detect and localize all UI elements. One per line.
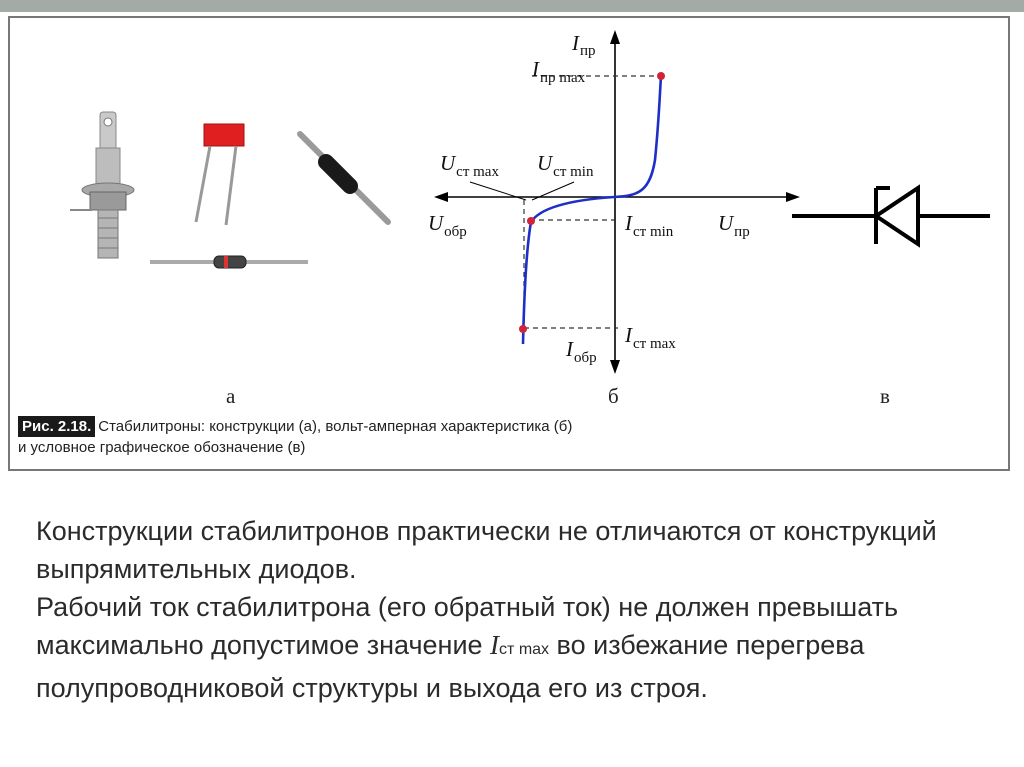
body-text bbox=[36, 512, 996, 707]
zener-symbol bbox=[792, 188, 990, 244]
panel-label-v: в bbox=[880, 384, 890, 408]
iv-curve bbox=[523, 76, 661, 344]
label-u-pr: $U_{пр}$ bbox=[718, 211, 750, 240]
label-u-st-max: $U_{ст max}$ bbox=[440, 151, 499, 180]
stud-diode-photo bbox=[70, 112, 134, 258]
figure-caption bbox=[18, 416, 718, 458]
label-i-st-min: $I_{ст min}$ bbox=[625, 211, 674, 240]
axial-diode-photo-horizontal bbox=[150, 256, 308, 268]
red-box-diode-photo bbox=[196, 124, 244, 225]
horizontal-axis-arrow-left bbox=[434, 192, 448, 202]
var-i-sub: ст max bbox=[499, 641, 550, 658]
horizontal-axis-arrow bbox=[786, 192, 800, 202]
var-i: I bbox=[490, 630, 500, 660]
point-ist-max bbox=[519, 325, 527, 333]
iv-chart bbox=[428, 30, 800, 374]
label-i-pr: $I_{пр}$ bbox=[572, 31, 596, 59]
panel-label-a: а bbox=[226, 384, 236, 408]
caption-line2: и условное графическое обозначение (в) bbox=[18, 439, 306, 456]
vertical-axis-arrow-down bbox=[610, 360, 620, 374]
panel-label-b: б bbox=[608, 384, 619, 408]
label-i-pr-max: $I_{пр max}$ bbox=[532, 57, 586, 86]
label-u-st-min: $U_{ст min}$ bbox=[537, 151, 594, 180]
label-i-st-max: $I_{ст max}$ bbox=[625, 323, 676, 352]
point-ist-min bbox=[527, 217, 535, 225]
axial-diode-photo-angled bbox=[300, 134, 388, 222]
point-ipr-max bbox=[657, 72, 665, 80]
label-u-obr: $U_{обр}$ bbox=[428, 211, 467, 240]
caption-line1: Стабилитроны: конструкции (а), вольт-амперная характеристика (б) bbox=[98, 418, 573, 435]
vertical-axis-arrow bbox=[610, 30, 620, 44]
paragraph-2: Рабочий ток стабилитрона (его обратный ток) не должен превышать максимально допустимое значение Iст max во избежание перегрева полупроводниковой структуры и выхода его из строя. bbox=[36, 592, 899, 703]
label-i-obr: $I_{обр}$ bbox=[566, 337, 597, 366]
paragraph-1: Конструкции стабилитронов практически не отличаются от конструкций выпрямительных диодов. bbox=[36, 516, 937, 584]
caption-label: Рис. 2.18. bbox=[18, 416, 95, 437]
